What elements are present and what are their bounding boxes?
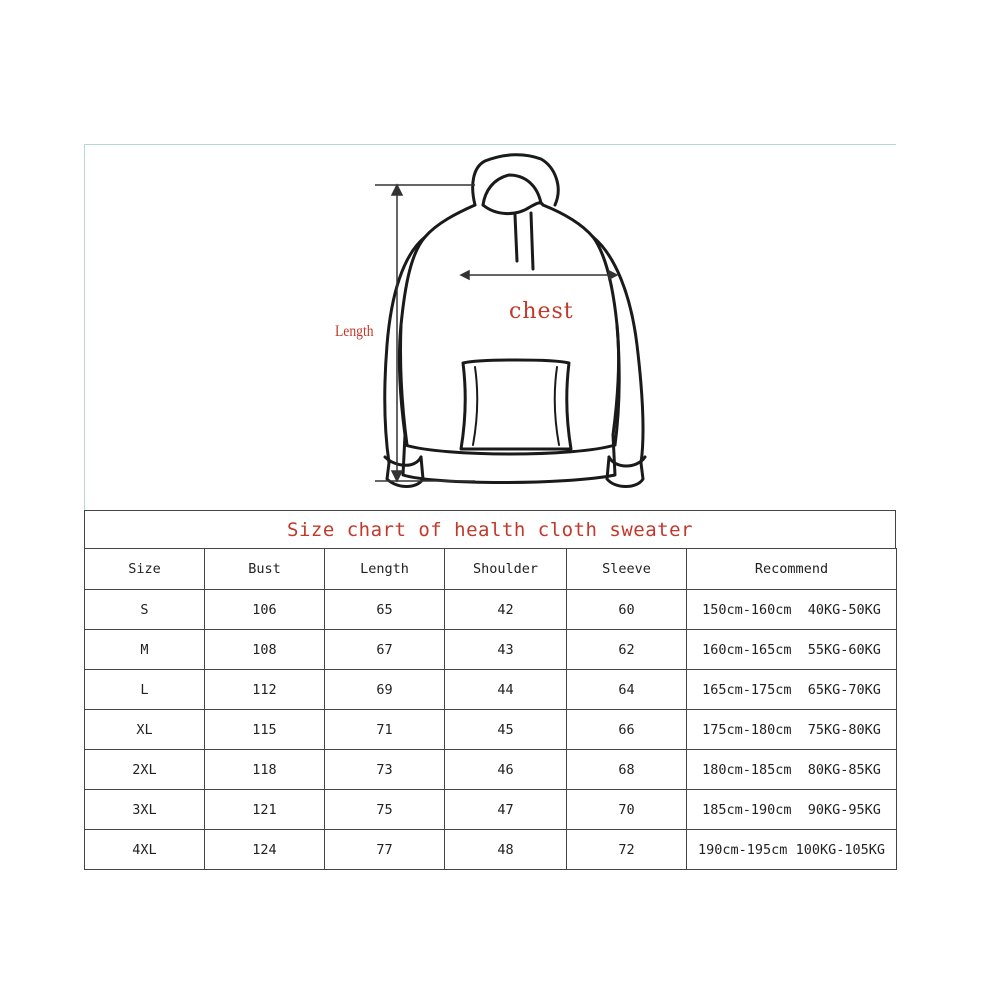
cell-bust: 106	[205, 590, 325, 630]
header-shoulder: Shoulder	[445, 549, 567, 590]
cell-shoulder: 48	[445, 830, 567, 870]
cell-size: L	[85, 670, 205, 710]
table-row	[85, 750, 897, 790]
cell-sleeve: 72	[567, 830, 687, 870]
header-length: Length	[325, 549, 445, 590]
cell-sleeve: 66	[567, 710, 687, 750]
cell-recommend: 180cm-185cm 80KG-85KG	[687, 750, 897, 790]
size-chart	[84, 510, 896, 870]
cell-bust: 115	[205, 710, 325, 750]
cell-size: 4XL	[85, 830, 205, 870]
hoodie-diagram	[84, 144, 896, 510]
length-label: Length	[335, 323, 374, 340]
cell-length: 77	[325, 830, 445, 870]
cell-bust: 121	[205, 790, 325, 830]
header-size: Size	[85, 549, 205, 590]
cell-size: S	[85, 590, 205, 630]
cell-shoulder: 43	[445, 630, 567, 670]
cell-shoulder: 44	[445, 670, 567, 710]
cell-size: 3XL	[85, 790, 205, 830]
cell-length: 71	[325, 710, 445, 750]
table-row	[85, 590, 897, 630]
cell-shoulder: 45	[445, 710, 567, 750]
cell-sleeve: 64	[567, 670, 687, 710]
cell-recommend: 175cm-180cm 75KG-80KG	[687, 710, 897, 750]
cell-shoulder: 46	[445, 750, 567, 790]
cell-length: 65	[325, 590, 445, 630]
size-table	[84, 548, 897, 870]
header-recommend: Recommend	[687, 549, 897, 590]
cell-length: 73	[325, 750, 445, 790]
table-row	[85, 790, 897, 830]
chest-label: chest	[509, 299, 574, 324]
table-row	[85, 670, 897, 710]
cell-length: 69	[325, 670, 445, 710]
table-row	[85, 630, 897, 670]
header-bust: Bust	[205, 549, 325, 590]
cell-recommend: 160cm-165cm 55KG-60KG	[687, 630, 897, 670]
cell-bust: 108	[205, 630, 325, 670]
cell-bust: 118	[205, 750, 325, 790]
table-row	[85, 710, 897, 750]
cell-size: 2XL	[85, 750, 205, 790]
cell-bust: 124	[205, 830, 325, 870]
cell-sleeve: 68	[567, 750, 687, 790]
header-sleeve: Sleeve	[567, 549, 687, 590]
cell-shoulder: 42	[445, 590, 567, 630]
cell-sleeve: 62	[567, 630, 687, 670]
cell-length: 67	[325, 630, 445, 670]
hoodie-illustration	[85, 145, 897, 511]
size-chart-title: Size chart of health cloth sweater	[84, 510, 896, 548]
cell-recommend: 185cm-190cm 90KG-95KG	[687, 790, 897, 830]
cell-sleeve: 70	[567, 790, 687, 830]
table-header-row	[85, 549, 897, 590]
table-row	[85, 830, 897, 870]
cell-bust: 112	[205, 670, 325, 710]
cell-size: XL	[85, 710, 205, 750]
cell-recommend: 190cm-195cm 100KG-105KG	[687, 830, 897, 870]
cell-length: 75	[325, 790, 445, 830]
cell-recommend: 165cm-175cm 65KG-70KG	[687, 670, 897, 710]
cell-size: M	[85, 630, 205, 670]
cell-shoulder: 47	[445, 790, 567, 830]
cell-sleeve: 60	[567, 590, 687, 630]
cell-recommend: 150cm-160cm 40KG-50KG	[687, 590, 897, 630]
